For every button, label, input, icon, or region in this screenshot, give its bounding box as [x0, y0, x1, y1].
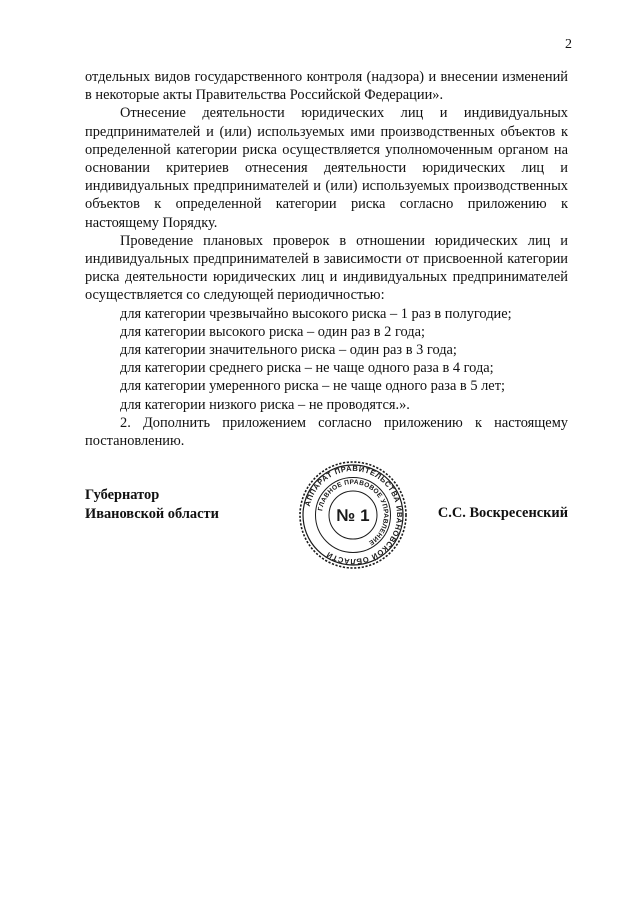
- signer-position-line1: Губернатор: [85, 487, 160, 503]
- seal-outer-text: АППАРАТ ПРАВИТЕЛЬСТВА ИВАНОВСКОЙ ОБЛАСТИ: [302, 463, 405, 567]
- list-item: для категории умеренного риска – не чаще одного раза в 5 лет;: [120, 378, 505, 395]
- paragraph-continuation: отдельных видов государственного контроля (надзора) и внесении изменений в некоторые акты Правительства Российской Федерации».: [85, 69, 568, 104]
- signature-block: [85, 463, 568, 567]
- page-number: 2: [565, 37, 572, 52]
- list-item: для категории чрезвычайно высокого риска – 1 раз в полугодие;: [120, 305, 512, 322]
- paragraph-planned-inspections: Проведение плановых проверок в отношении юридических лиц и индивидуальных предпринимателей в зависимости от присвоенной категории риска деятельности юридических лиц и индивидуальных предпринимателей осуществляется со следующей периодичностью:: [85, 232, 568, 304]
- paragraph-closing-amendment: 2. Дополнить приложением согласно приложению к настоящему постановлению.: [85, 414, 568, 450]
- seal-center-number: № 1: [336, 506, 370, 525]
- list-item: для категории значительного риска – один раз в 3 года;: [120, 342, 457, 359]
- official-seal: [298, 460, 408, 570]
- signer-name: С.С. Воскресенский: [437, 505, 568, 521]
- list-item: для категории высокого риска – один раз в 2 года;: [120, 323, 425, 340]
- list-item: для категории низкого риска – не проводятся.».: [120, 396, 410, 413]
- list-item: для категории среднего риска – не чаще одного раза в 4 года;: [120, 360, 494, 377]
- seal-inner-text: ГЛАВНОЕ ПРАВОВОЕ УПРАВЛЕНИЕ: [317, 478, 390, 547]
- paragraph-risk-category-assignment: Отнесение деятельности юридических лиц и индивидуальных предпринимателей и (или) используемых ими производственных объектов к определенной категории риска осуществляется уполномоченным органом на основании критериев отнесения деятельности юридических лиц и индивидуальных предпринимателей и (или) используемых производственных объектов к определенной категории риска согласно приложению к настоящему Порядку.: [85, 105, 568, 231]
- signer-position-line2: Ивановской области: [85, 505, 219, 522]
- signer-position: [85, 486, 219, 523]
- inspection-frequency-list: [85, 305, 568, 414]
- document-body: [85, 68, 568, 450]
